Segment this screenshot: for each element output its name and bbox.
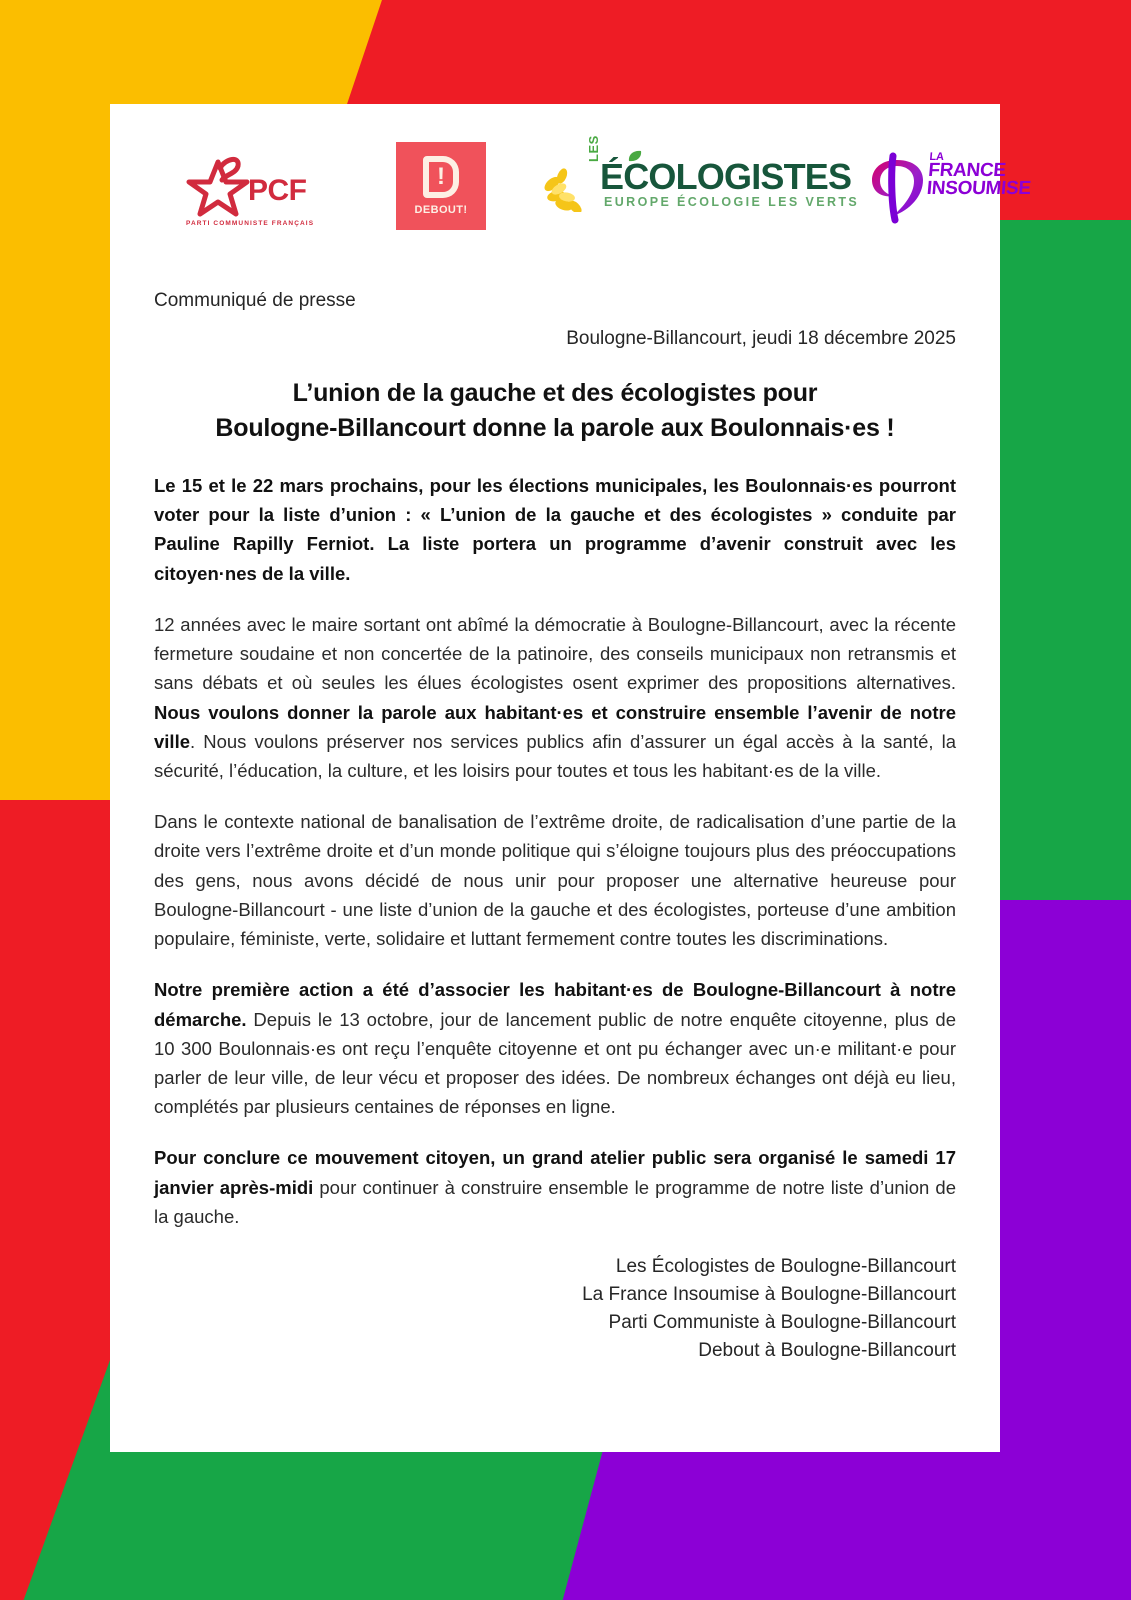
lfi-phi-icon	[866, 150, 928, 224]
document-body	[154, 264, 956, 1365]
page-title-line-2: Boulogne-Billancourt donne la parole aux Boulonnais·es !	[215, 413, 895, 442]
text-run-bold: Notre première action a été d’associer les habitant·es de Boulogne-Billancourt à notre démarche.	[154, 979, 956, 1030]
text-run-bold: Le 15 et le 22 mars prochains, pour les élections municipales, les Boulonnais·es pourront voter pour la liste d’union : « L’union de la gauche et des écologistes » conduite par Pauline Rapilly Ferniot. La liste portera un programme d’avenir construit avec les citoyen·nes de la ville.	[154, 475, 956, 584]
text-run-bold: Nous voulons donner la parole aux habitant·es et construire ensemble l’avenir de notre ville	[154, 701, 956, 752]
pcf-star-icon	[186, 156, 250, 218]
lfi-france-text: FRANCE	[927, 160, 1007, 182]
signatory-line: La France Insoumise à Boulogne-Billancourt	[582, 1284, 956, 1306]
ecologistes-wordmark: ÉCOLOGISTES	[600, 156, 852, 197]
ecologistes-logo	[542, 135, 860, 226]
sunflower-icon	[542, 168, 594, 212]
document-card	[110, 104, 1032, 1452]
lfi-wordmark	[926, 152, 1034, 198]
lfi-insoumise-text: INSOUMISE	[925, 177, 1032, 199]
paragraph-contexte	[154, 807, 956, 953]
ecologistes-les-text: LES	[586, 135, 601, 162]
paragraph-enquete	[154, 975, 956, 1121]
signatory-line: Debout à Boulogne-Billancourt	[698, 1340, 956, 1362]
debout-wordmark: DEBOUT!	[414, 204, 468, 216]
paragraph-atelier	[154, 1143, 956, 1231]
text-run: Dans le contexte national de banalisation de l’extrême droite, de radicalisation d’une partie de la droite vers l’extrême droite et d’un monde politique qui s’éloigne toujours plus des préoccupations des gens, nous avons décidé de nous unir pour proposer une alternative heureuse pour Boulogne-Billancourt - une liste d’union de la gauche et des écologistes, porteuse d’une ambition populaire, féministe, verte, solidaire et luttant fermement contre toutes les discriminations.	[154, 811, 956, 950]
france-insoumise-logo	[866, 146, 1036, 232]
text-run-bold: Pour conclure ce mouvement citoyen, un grand atelier public sera organisé le samedi 17 janvier après-midi	[154, 1147, 956, 1198]
ecologistes-tagline: EUROPE ÉCOLOGIE LES VERTS	[604, 195, 860, 209]
text-run: . Nous voulons préserver nos services publics afin d’assurer un égal accès à la santé, la sécurité, l’éducation, la culture, et les loisirs pour toutes et tous les habitant·es de la ville.	[154, 730, 956, 781]
dateline: Boulogne-Billancourt, jeudi 18 décembre 2025	[566, 328, 956, 349]
pcf-wordmark: PCF	[248, 174, 307, 207]
text-run: Depuis le 13 octobre, jour de lancement public de notre enquête citoyenne, plus de 10 300 Boulonnais·es ont reçu l’enquête citoyenne et ont pu échanger avec un·e militant·e pour parler de leur ville, de leur vécu et proposer des idées. De nombreux échanges ont déjà eu lieu, complétés par plusieurs centaines de réponses en ligne.	[154, 1008, 956, 1118]
debout-d-icon	[423, 156, 459, 198]
partner-logos	[154, 134, 1032, 264]
press-release-kicker: Communiqué de presse	[154, 290, 356, 311]
signatory-line: Les Écologistes de Boulogne-Billancourt	[615, 1256, 956, 1278]
paragraph-democratie	[154, 610, 956, 785]
page-title-line-1: L’union de la gauche et des écologistes pour	[292, 379, 818, 407]
signatory-line: Parti Communiste à Boulogne-Billancourt	[608, 1312, 956, 1334]
text-run: 12 années avec le maire sortant ont abîmé la démocratie à Boulogne-Billancourt, avec la récente fermeture soudaine et non concertée de la patinoire, des conseils municipaux non retransmis et sans débats et où seules les élues écologistes osent exprimer des propositions alternatives.	[154, 613, 956, 694]
paragraph-lead	[154, 471, 956, 588]
debout-logo	[396, 142, 486, 230]
pcf-logo	[186, 156, 316, 244]
text-run: pour continuer à construire ensemble le programme de notre liste d’union de la gauche.	[154, 1176, 957, 1227]
pcf-tagline: PARTI COMMUNISTE FRANÇAIS	[186, 220, 315, 227]
signature-block	[154, 1253, 956, 1365]
paragraph-list	[154, 471, 956, 1231]
debout-exclamation: !	[437, 163, 445, 190]
lfi-la-text: LA	[929, 151, 945, 163]
page-title	[154, 376, 956, 445]
